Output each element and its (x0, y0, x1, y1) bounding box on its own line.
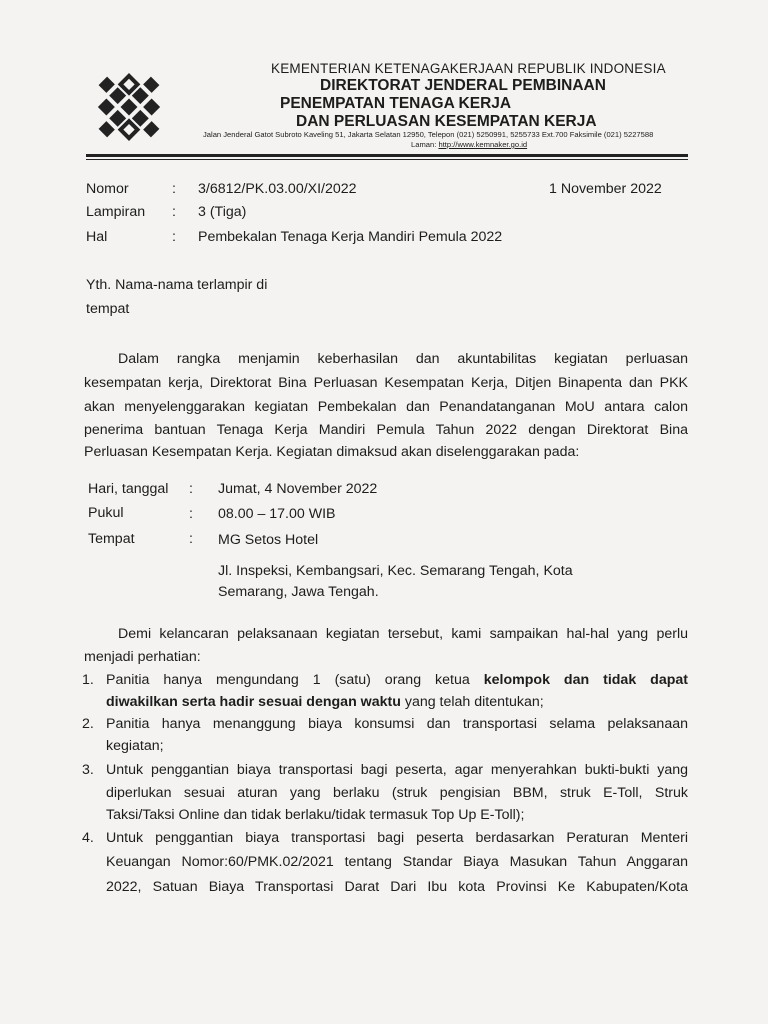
item-4-line-3: 2022, Satuan Biaya Transportasi Darat Dari Ibu kota Provinsi Ke Kabupaten/Kota (106, 879, 688, 895)
letter-date: 1 November 2022 (549, 181, 662, 197)
item-2-line-2: kegiatan; (106, 738, 164, 754)
nomor-label: Nomor (86, 181, 129, 197)
item-1-line-2-bold: diwakilkan serta hadir sesuai dengan waktu (106, 694, 401, 710)
event-time-label: Pukul (88, 505, 124, 521)
recipient-line-1: Yth. Nama-nama terlampir di (86, 277, 268, 293)
intro-line-2: kesempatan kerja, Direktorat Bina Perluasan Kesempatan Kerja, Ditjen Binapenta dan PKK (84, 375, 688, 391)
letterhead-rule-thin (86, 159, 688, 160)
nomor-value: 3/6812/PK.03.00/XI/2022 (198, 181, 357, 197)
item-4-number: 4. (82, 830, 94, 846)
event-time-value: 08.00 – 17.00 WIB (218, 506, 336, 522)
item-1-line-2 (106, 693, 688, 711)
item-1-line-1-bold: kelompok dan tidak dapat (483, 672, 689, 688)
hal-label: Hal (86, 229, 108, 245)
directorate-line-2: PENEMPATAN TENAGA KERJA (280, 95, 512, 112)
item-1-line-1-normal: Panitia hanya mengundang 1 (satu) orang ketua (106, 672, 470, 688)
event-place-value: MG Setos Hotel (218, 532, 319, 548)
event-address-line-2: Semarang, Jawa Tengah. (218, 584, 379, 600)
item-4-line-1: Untuk penggantian biaya transportasi bagi peserta berdasarkan Peraturan Menteri (106, 830, 688, 846)
ministry-logo-icon (88, 66, 170, 148)
event-day-label: Hari, tanggal (88, 481, 169, 497)
item-2-line-1: Panitia hanya menanggung biaya konsumsi dan transportasi selama pelaksanaan (106, 716, 688, 732)
letterhead-website (411, 140, 527, 149)
directorate-line-1: DIREKTORAT JENDERAL PEMBINAAN (320, 77, 606, 94)
letterhead-address: Jalan Jenderal Gatot Subroto Kaveling 51, Jakarta Selatan 12950, Telepon (021) 5250991, 5255733 Ext.700 Faksimile (021) 5227588 (203, 130, 654, 139)
intro-line-1: Dalam rangka menjamin keberhasilan dan akuntabilitas kegiatan perluasan (118, 351, 688, 367)
intro-line-5: Perluasan Kesempatan Kerja. Kegiatan dimaksud akan diselenggarakan pada: (84, 444, 580, 460)
event-day-value: Jumat, 4 November 2022 (218, 481, 378, 497)
lampiran-label: Lampiran (86, 204, 146, 220)
notes-line-1: Demi kelancaran pelaksanaan kegiatan tersebut, kami sampaikan hal-hal yang perlu (118, 626, 688, 642)
item-1-number: 1. (82, 672, 94, 688)
event-address-line-1: Jl. Inspeksi, Kembangsari, Kec. Semarang Tengah, Kota (218, 563, 573, 579)
website-label: Laman: (411, 140, 437, 149)
event-place-colon: : (189, 531, 193, 547)
directorate-line-3: DAN PERLUASAN KESEMPATAN KERJA (296, 113, 597, 130)
notes-line-2: menjadi perhatian: (84, 649, 201, 665)
hal-value: Pembekalan Tenaga Kerja Mandiri Pemula 2022 (198, 229, 503, 245)
item-3-line-3: Taksi/Taksi Online dan tidak berlaku/tidak termasuk Top Up E-Toll); (106, 807, 525, 823)
letterhead-rule-thick (86, 154, 688, 157)
event-place-label: Tempat (88, 531, 135, 547)
ministry-name: KEMENTERIAN KETENAGAKERJAAN REPUBLIK INDONESIA (271, 61, 666, 76)
intro-line-4: penerima bantuan Tenaga Kerja Mandiri Pemula Tahun 2022 dengan Direktorat Bina (84, 422, 688, 438)
item-3-line-2: diperlukan sesuai aturan yang berlaku (struk pengisian BBM, struk E-Toll, Struk (106, 785, 688, 801)
intro-line-3: akan menyelenggarakan kegiatan Pembekalan dan Penandatanganan MoU antara calon (84, 399, 688, 415)
item-3-number: 3. (82, 762, 94, 778)
item-3-line-1: Untuk penggantian biaya transportasi bagi peserta, agar menyerahkan bukti-bukti yang (106, 762, 688, 778)
item-1-line-2-normal: yang telah ditentukan; (404, 694, 544, 710)
website-link[interactable]: http://www.kemnaker.go.id (438, 140, 528, 149)
lampiran-value: 3 (Tiga) (198, 204, 247, 220)
item-4-line-2: Keuangan Nomor:60/PMK.02/2021 tentang Standar Biaya Masukan Tahun Anggaran (106, 854, 688, 870)
recipient-line-2: tempat (86, 301, 130, 317)
event-time-colon: : (189, 506, 193, 522)
lampiran-colon: : (172, 204, 176, 220)
item-2-number: 2. (82, 716, 94, 732)
event-day-colon: : (189, 481, 193, 497)
item-1-line-1 (106, 671, 688, 689)
nomor-colon: : (172, 181, 176, 197)
hal-colon: : (172, 229, 176, 245)
